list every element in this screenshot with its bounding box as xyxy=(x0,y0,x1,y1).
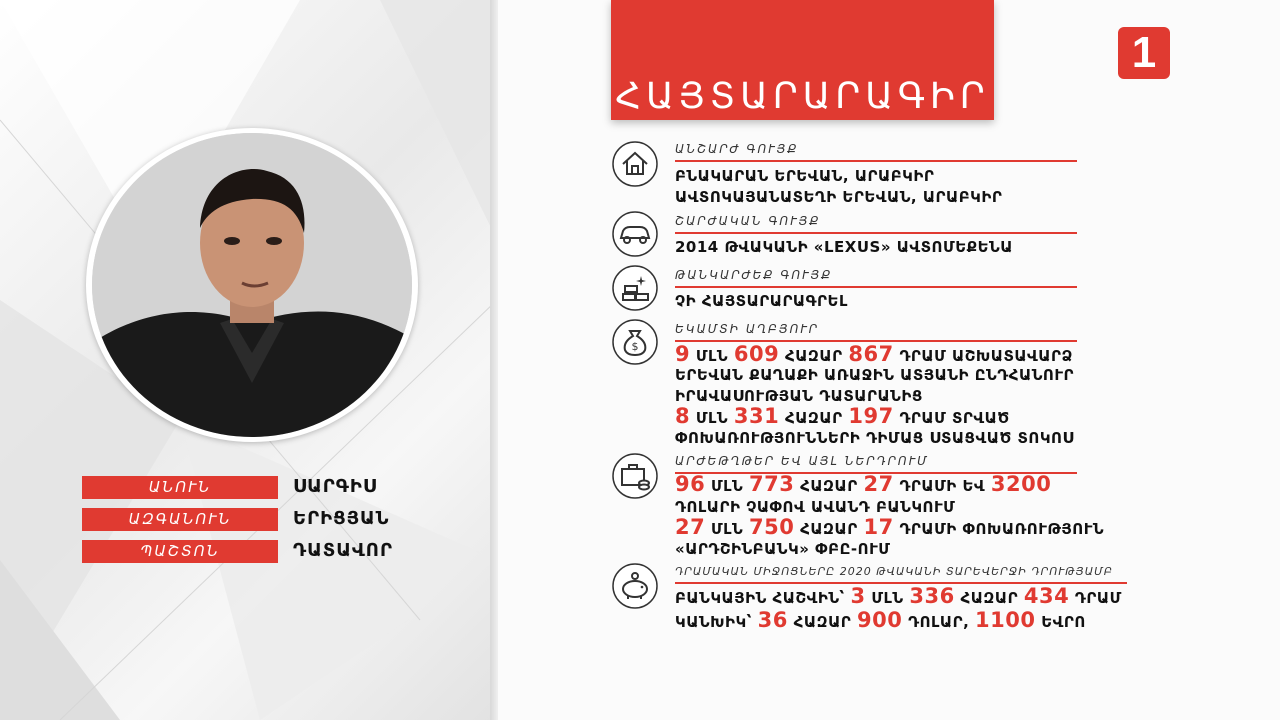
securities-amount-2: 773 xyxy=(749,472,795,496)
securities-unit-5: ՄԼՆ xyxy=(710,520,744,538)
cash-line-2 xyxy=(675,608,1086,632)
income-unit-1: ՄԼՆ xyxy=(695,347,729,365)
securities-line-2: ԴՈԼԱՐԻ ՉԱՓՈՎ ԱՎԱՆԴ ԲԱՆԿՈՒՄ xyxy=(675,498,956,516)
cash-bank-amount-2: 336 xyxy=(909,584,955,608)
income-line-3: ԻՐԱՎԱՍՈՒԹՅԱՆ ԴԱՏԱՐԱՆԻՑ xyxy=(675,387,923,405)
securities-amount-5: 27 xyxy=(675,515,706,539)
cash-hand-unit-3: ԵՎՐՈ xyxy=(1041,613,1086,631)
cash-line-1 xyxy=(675,584,1122,608)
house-icon xyxy=(611,140,659,188)
securities-amount-4: 3200 xyxy=(990,472,1052,496)
movable-property-line-1: 2014 ԹՎԱԿԱՆԻ «LEXUS» ԱՎՏՈՄԵՔԵՆԱ xyxy=(675,238,1013,256)
position-value: ԴԱՏԱՎՈՐ xyxy=(293,540,393,561)
securities-line-4: «ԱՐԴՇԻՆԲԱՆԿ» ՓԲԸ-ՈՒՄ xyxy=(675,540,891,558)
income-unit-6: ԴՐԱՄ ՏՐՎԱԾ xyxy=(899,409,1010,427)
income-line-5: ՓՈԽԱՌՈՒԹՅՈՒՆՆԵՐԻ ԴԻՄԱՑ ՍՏԱՑՎԱԾ ՏՈԿՈՍ xyxy=(675,429,1074,447)
name-label: ԱՆՈՒՆ xyxy=(82,476,278,499)
income-unit-5: ՀԱԶԱՐ xyxy=(784,409,843,427)
income-amount-3: 867 xyxy=(848,342,894,366)
piggy-bank-icon xyxy=(611,562,659,610)
income-line-2: ԵՐԵՎԱՆ ՔԱՂԱՔԻ ԱՌԱՋԻՆ ԱՏՅԱՆԻ ԸՆԴՀԱՆՈՒՐ xyxy=(675,366,1075,384)
cash-bank-unit-3: ԴՐԱՄ xyxy=(1074,589,1122,607)
name-value: ՍԱՐԳԻՍ xyxy=(293,476,378,497)
income-unit-4: ՄԼՆ xyxy=(695,409,729,427)
income-amount-1: 9 xyxy=(675,342,691,366)
income-unit-3: ԴՐԱՄ ԱՇԽԱՏԱՎԱՐՁ xyxy=(899,347,1073,365)
securities-line-1 xyxy=(675,472,1051,496)
cash-hand-unit-1: ՀԱԶԱՐ xyxy=(793,613,852,631)
securities-unit-7: ԴՐԱՄԻ ՓՈԽԱՌՈՒԹՅՈՒՆ xyxy=(899,520,1105,538)
securities-unit-2: ՀԱԶԱՐ xyxy=(800,477,858,495)
income-label: ԵԿԱՄՏԻ ԱՂԲՅՈՒՐ xyxy=(675,322,820,336)
real-estate-underline xyxy=(675,160,1077,162)
cash-hand-amount-2: 900 xyxy=(857,608,903,632)
cash-bank-amount-3: 434 xyxy=(1023,584,1070,608)
briefcase-coins-icon xyxy=(611,452,659,500)
income-line-1 xyxy=(675,342,1073,366)
valuables-label: ԹԱՆԿԱՐԺԵՔ ԳՈՒՅՔ xyxy=(675,268,833,282)
cash-bank-unit-2: ՀԱԶԱՐ xyxy=(960,589,1019,607)
cash-bank-unit-1: ՄԼՆ xyxy=(871,589,904,607)
cash-hand-amount-3: 1100 xyxy=(975,608,1036,632)
real-estate-line-2: ԱՎՏՈԿԱՅԱՆԱՏԵՂԻ ԵՐԵՎԱՆ, ԱՐԱԲԿԻՐ xyxy=(675,188,1003,206)
cash-hand-unit-2: ԴՈԼԱՐ, xyxy=(908,613,970,631)
income-amount-2: 609 xyxy=(733,342,780,366)
securities-unit-6: ՀԱԶԱՐ xyxy=(800,520,858,538)
securities-line-3 xyxy=(675,515,1104,539)
car-icon xyxy=(611,210,659,258)
cash-bank-label: ԲԱՆԿԱՅԻՆ ՀԱՇՎԻՆ՝ xyxy=(675,589,845,607)
valuables-underline xyxy=(675,286,1077,288)
surname-value: ԵՐԻՑՅԱՆ xyxy=(293,508,390,529)
position-label: ՊԱՇՏՈՆ xyxy=(82,540,278,563)
panel-divider xyxy=(490,0,498,720)
securities-unit-1: ՄԼՆ xyxy=(710,477,744,495)
income-line-4 xyxy=(675,404,1010,428)
income-amount-5: 331 xyxy=(733,404,780,428)
securities-amount-7: 17 xyxy=(863,515,894,539)
cash-hand-label: ԿԱՆԽԻԿ՝ xyxy=(675,613,752,631)
cash-bank-amount-1: 3 xyxy=(850,584,866,608)
real-estate-label: ԱՆՇԱՐԺ ԳՈՒՅՔ xyxy=(675,142,799,156)
income-amount-6: 197 xyxy=(848,404,894,428)
valuables-line-1: ՉԻ ՀԱՅՏԱՐԱՐԱԳՐԵԼ xyxy=(675,292,848,310)
surname-label: ԱԶԳԱՆՈՒՆ xyxy=(82,508,278,531)
income-unit-2: ՀԱԶԱՐ xyxy=(784,347,843,365)
channel-logo-number: 1 xyxy=(1131,28,1157,77)
securities-amount-6: 750 xyxy=(749,515,795,539)
gold-bars-icon xyxy=(611,264,659,312)
securities-amount-1: 96 xyxy=(675,472,706,496)
portrait-photo xyxy=(92,133,412,437)
portrait-image xyxy=(92,133,412,437)
income-amount-4: 8 xyxy=(675,404,691,428)
cash-label: ԴՐԱՄԱԿԱՆ ՄԻՋՈՑՆԵՐԸ 2020 ԹՎԱԿԱՆԻ ՏԱՐԵՎԵՐՋԻ ԴՐՈՒԹՅԱՄԲ xyxy=(675,565,1113,578)
securities-label: ԱՐԺԵԹՂԹԵՐ ԵՎ ԱՅԼ ՆԵՐԴՐՈՒՄ xyxy=(675,454,929,468)
cash-hand-amount-1: 36 xyxy=(757,608,788,632)
movable-property-label: ՇԱՐԺԱԿԱՆ ԳՈՒՅՔ xyxy=(675,214,821,228)
movable-property-underline xyxy=(675,232,1077,234)
real-estate-line-1: ԲՆԱԿԱՐԱՆ ԵՐԵՎԱՆ, ԱՐԱԲԿԻՐ xyxy=(675,167,935,185)
svg-text:$: $ xyxy=(631,340,639,353)
securities-unit-3: ԴՐԱՄԻ ԵՎ xyxy=(899,477,986,495)
money-bag-icon xyxy=(611,318,659,366)
securities-amount-3: 27 xyxy=(863,472,894,496)
page-title: ՀԱՅՏԱՐԱՐԱԳԻՐ xyxy=(615,75,990,116)
